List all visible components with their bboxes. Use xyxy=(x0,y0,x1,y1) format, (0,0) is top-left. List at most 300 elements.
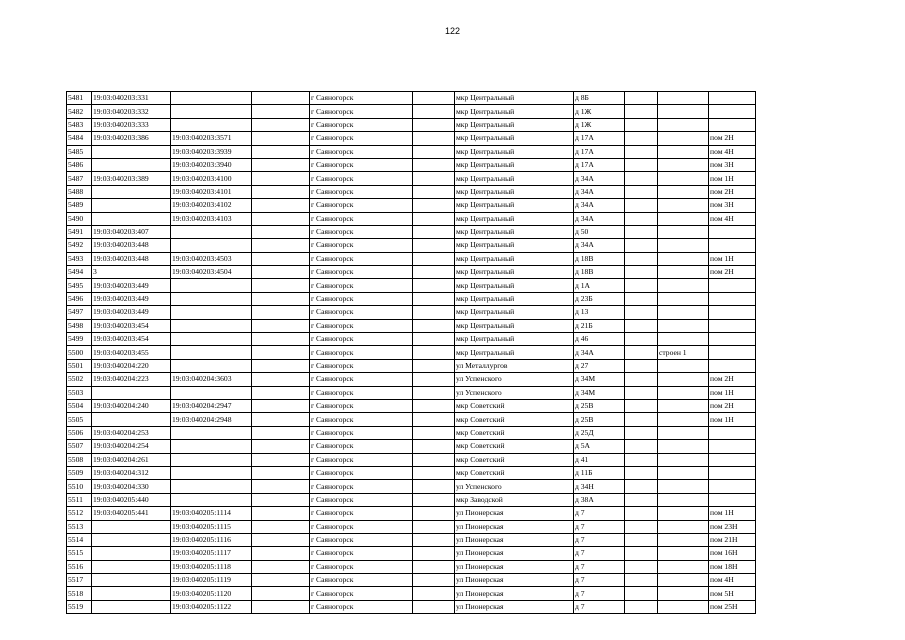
row-number-cell: 5506 xyxy=(67,426,92,439)
row-number-cell: 5486 xyxy=(67,158,92,171)
blank-cell xyxy=(625,386,658,399)
blank-cell xyxy=(625,507,658,520)
row-number-cell: 5503 xyxy=(67,386,92,399)
row-number-cell: 5490 xyxy=(67,212,92,225)
premises-cell xyxy=(709,279,756,292)
row-number-cell: 5502 xyxy=(67,373,92,386)
city-cell: г Саяногорск xyxy=(310,466,413,479)
row-number-cell: 5515 xyxy=(67,547,92,560)
city-cell: г Саяногорск xyxy=(310,239,413,252)
cadastral-number-cell xyxy=(92,158,171,171)
blank-cell xyxy=(252,132,310,145)
blank-cell xyxy=(413,547,455,560)
building-cell xyxy=(658,493,709,506)
cadastral-number-cell xyxy=(92,212,171,225)
building-cell xyxy=(658,466,709,479)
street-cell: мкр Заводской xyxy=(455,493,574,506)
blank-cell xyxy=(252,185,310,198)
premises-number-cell: 19:03:040203:3939 xyxy=(171,145,252,158)
street-cell: ул Пионерская xyxy=(455,547,574,560)
row-number-cell: 5505 xyxy=(67,413,92,426)
building-cell xyxy=(658,440,709,453)
city-cell: г Саяногорск xyxy=(310,252,413,265)
premises-number-cell xyxy=(171,440,252,453)
premises-cell xyxy=(709,346,756,359)
premises-cell xyxy=(709,359,756,372)
house-cell: д 5А xyxy=(574,440,625,453)
blank-cell xyxy=(413,440,455,453)
city-cell: г Саяногорск xyxy=(310,480,413,493)
cadastral-number-cell: 19:03:040203:448 xyxy=(92,239,171,252)
city-cell: г Саяногорск xyxy=(310,319,413,332)
blank-cell xyxy=(413,92,455,105)
blank-cell xyxy=(252,105,310,118)
street-cell: ул Пионерская xyxy=(455,507,574,520)
building-cell xyxy=(658,105,709,118)
blank-cell xyxy=(413,600,455,613)
blank-cell xyxy=(252,600,310,613)
house-cell: д 13 xyxy=(574,306,625,319)
premises-number-cell: 19:03:040203:4102 xyxy=(171,199,252,212)
blank-cell xyxy=(252,279,310,292)
blank-cell xyxy=(252,587,310,600)
blank-cell xyxy=(625,480,658,493)
blank-cell xyxy=(252,507,310,520)
street-cell: мкр Советский xyxy=(455,453,574,466)
cadastral-number-cell: 19:03:040204:261 xyxy=(92,453,171,466)
blank-cell xyxy=(252,118,310,131)
city-cell: г Саяногорск xyxy=(310,587,413,600)
premises-cell: пом 1Н xyxy=(709,507,756,520)
blank-cell xyxy=(252,453,310,466)
city-cell: г Саяногорск xyxy=(310,493,413,506)
premises-number-cell xyxy=(171,426,252,439)
premises-cell: пом 21Н xyxy=(709,533,756,546)
table-row xyxy=(67,507,756,520)
premises-cell: пом 2Н xyxy=(709,373,756,386)
street-cell: мкр Центральный xyxy=(455,158,574,171)
table-row xyxy=(67,453,756,466)
cadastral-number-cell: 19:03:040203:449 xyxy=(92,306,171,319)
house-cell: д 34М xyxy=(574,386,625,399)
blank-cell xyxy=(413,118,455,131)
house-cell: д 18В xyxy=(574,266,625,279)
city-cell: г Саяногорск xyxy=(310,212,413,225)
blank-cell xyxy=(252,319,310,332)
house-cell: д 25В xyxy=(574,399,625,412)
table-row xyxy=(67,105,756,118)
street-cell: мкр Центральный xyxy=(455,346,574,359)
premises-cell xyxy=(709,306,756,319)
row-number-cell: 5500 xyxy=(67,346,92,359)
cadastral-number-cell: 19:03:040205:440 xyxy=(92,493,171,506)
street-cell: ул Успенского xyxy=(455,480,574,493)
premises-number-cell: 19:03:040205:1116 xyxy=(171,533,252,546)
cadastral-number-cell xyxy=(92,185,171,198)
blank-cell xyxy=(252,333,310,346)
city-cell: г Саяногорск xyxy=(310,600,413,613)
blank-cell xyxy=(625,239,658,252)
premises-cell: пом 1Н xyxy=(709,386,756,399)
row-number-cell: 5512 xyxy=(67,507,92,520)
blank-cell xyxy=(625,266,658,279)
city-cell: г Саяногорск xyxy=(310,560,413,573)
blank-cell xyxy=(625,292,658,305)
table-row xyxy=(67,158,756,171)
row-number-cell: 5519 xyxy=(67,600,92,613)
premises-cell: пом 4Н xyxy=(709,145,756,158)
blank-cell xyxy=(625,252,658,265)
house-cell: д 25Д xyxy=(574,426,625,439)
cadastral-number-cell: 19:03:040203:407 xyxy=(92,225,171,238)
cadastral-number-cell: 19:03:040203:333 xyxy=(92,118,171,131)
table-row xyxy=(67,440,756,453)
city-cell: г Саяногорск xyxy=(310,386,413,399)
cadastral-number-cell: 19:03:040203:449 xyxy=(92,292,171,305)
premises-number-cell xyxy=(171,239,252,252)
city-cell: г Саяногорск xyxy=(310,118,413,131)
blank-cell xyxy=(625,105,658,118)
blank-cell xyxy=(625,145,658,158)
premises-number-cell xyxy=(171,466,252,479)
table-row xyxy=(67,199,756,212)
blank-cell xyxy=(625,533,658,546)
table-row xyxy=(67,306,756,319)
building-cell xyxy=(658,199,709,212)
blank-cell xyxy=(625,172,658,185)
city-cell: г Саяногорск xyxy=(310,158,413,171)
city-cell: г Саяногорск xyxy=(310,399,413,412)
street-cell: ул Металлургов xyxy=(455,359,574,372)
premises-number-cell xyxy=(171,292,252,305)
street-cell: мкр Центральный xyxy=(455,333,574,346)
premises-number-cell: 19:03:040205:1114 xyxy=(171,507,252,520)
blank-cell xyxy=(413,373,455,386)
premises-cell: пом 4Н xyxy=(709,574,756,587)
row-number-cell: 5518 xyxy=(67,587,92,600)
premises-number-cell: 19:03:040204:2947 xyxy=(171,399,252,412)
premises-number-cell: 19:03:040205:1117 xyxy=(171,547,252,560)
blank-cell xyxy=(252,199,310,212)
street-cell: мкр Центральный xyxy=(455,225,574,238)
table-row xyxy=(67,239,756,252)
cadastral-number-cell: 19:03:040203:389 xyxy=(92,172,171,185)
street-cell: мкр Советский xyxy=(455,399,574,412)
premises-number-cell: 19:03:040203:4503 xyxy=(171,252,252,265)
blank-cell xyxy=(413,199,455,212)
house-cell: д 7 xyxy=(574,600,625,613)
blank-cell xyxy=(625,92,658,105)
cadastral-number-cell: 3 xyxy=(92,266,171,279)
blank-cell xyxy=(252,239,310,252)
table-row xyxy=(67,373,756,386)
blank-cell xyxy=(413,239,455,252)
blank-cell xyxy=(252,440,310,453)
blank-cell xyxy=(252,373,310,386)
city-cell: г Саяногорск xyxy=(310,92,413,105)
premises-cell xyxy=(709,466,756,479)
row-number-cell: 5513 xyxy=(67,520,92,533)
city-cell: г Саяногорск xyxy=(310,346,413,359)
premises-number-cell xyxy=(171,319,252,332)
street-cell: мкр Центральный xyxy=(455,92,574,105)
premises-cell xyxy=(709,92,756,105)
row-number-cell: 5499 xyxy=(67,333,92,346)
blank-cell xyxy=(252,145,310,158)
street-cell: мкр Центральный xyxy=(455,199,574,212)
registry-table xyxy=(66,91,756,614)
city-cell: г Саяногорск xyxy=(310,359,413,372)
house-cell: д 27 xyxy=(574,359,625,372)
building-cell xyxy=(658,239,709,252)
blank-cell xyxy=(625,158,658,171)
cadastral-number-cell xyxy=(92,600,171,613)
blank-cell xyxy=(625,279,658,292)
row-number-cell: 5517 xyxy=(67,574,92,587)
city-cell: г Саяногорск xyxy=(310,306,413,319)
table-row xyxy=(67,118,756,131)
blank-cell xyxy=(413,399,455,412)
house-cell: д 41 xyxy=(574,453,625,466)
blank-cell xyxy=(413,386,455,399)
building-cell xyxy=(658,507,709,520)
premises-cell: пом 4Н xyxy=(709,212,756,225)
city-cell: г Саяногорск xyxy=(310,105,413,118)
house-cell: д 1Ж xyxy=(574,105,625,118)
premises-number-cell: 19:03:040203:4101 xyxy=(171,185,252,198)
premises-number-cell: 19:03:040203:3571 xyxy=(171,132,252,145)
city-cell: г Саяногорск xyxy=(310,145,413,158)
building-cell xyxy=(658,252,709,265)
cadastral-number-cell: 19:03:040203:386 xyxy=(92,132,171,145)
building-cell xyxy=(658,600,709,613)
cadastral-number-cell xyxy=(92,547,171,560)
blank-cell xyxy=(625,333,658,346)
premises-cell: пом 23Н xyxy=(709,520,756,533)
row-number-cell: 5509 xyxy=(67,466,92,479)
building-cell xyxy=(658,266,709,279)
city-cell: г Саяногорск xyxy=(310,225,413,238)
blank-cell xyxy=(625,560,658,573)
premises-number-cell xyxy=(171,279,252,292)
premises-cell xyxy=(709,239,756,252)
table-row xyxy=(67,466,756,479)
street-cell: мкр Центральный xyxy=(455,279,574,292)
premises-number-cell xyxy=(171,105,252,118)
blank-cell xyxy=(252,386,310,399)
house-cell: д 34А xyxy=(574,212,625,225)
premises-cell xyxy=(709,292,756,305)
street-cell: ул Пионерская xyxy=(455,520,574,533)
premises-cell xyxy=(709,105,756,118)
premises-number-cell xyxy=(171,359,252,372)
premises-number-cell xyxy=(171,306,252,319)
row-number-cell: 5516 xyxy=(67,560,92,573)
street-cell: мкр Центральный xyxy=(455,292,574,305)
premises-cell: пом 3Н xyxy=(709,199,756,212)
row-number-cell: 5488 xyxy=(67,185,92,198)
street-cell: мкр Центральный xyxy=(455,252,574,265)
table-row xyxy=(67,333,756,346)
row-number-cell: 5511 xyxy=(67,493,92,506)
street-cell: мкр Центральный xyxy=(455,212,574,225)
cadastral-number-cell: 19:03:040205:441 xyxy=(92,507,171,520)
building-cell xyxy=(658,225,709,238)
blank-cell xyxy=(413,520,455,533)
street-cell: ул Пионерская xyxy=(455,574,574,587)
house-cell: д 17А xyxy=(574,132,625,145)
blank-cell xyxy=(413,319,455,332)
table-row xyxy=(67,399,756,412)
blank-cell xyxy=(413,306,455,319)
building-cell xyxy=(658,574,709,587)
street-cell: мкр Центральный xyxy=(455,105,574,118)
street-cell: мкр Центральный xyxy=(455,239,574,252)
table-row xyxy=(67,359,756,372)
cadastral-number-cell xyxy=(92,386,171,399)
blank-cell xyxy=(252,480,310,493)
house-cell: д 1Ж xyxy=(574,118,625,131)
blank-cell xyxy=(413,466,455,479)
blank-cell xyxy=(625,118,658,131)
row-number-cell: 5495 xyxy=(67,279,92,292)
street-cell: мкр Центральный xyxy=(455,319,574,332)
premises-cell xyxy=(709,453,756,466)
street-cell: мкр Центральный xyxy=(455,172,574,185)
blank-cell xyxy=(413,266,455,279)
table-row xyxy=(67,92,756,105)
premises-number-cell: 19:03:040205:1120 xyxy=(171,587,252,600)
cadastral-number-cell xyxy=(92,199,171,212)
building-cell xyxy=(658,399,709,412)
row-number-cell: 5497 xyxy=(67,306,92,319)
cadastral-number-cell: 19:03:040203:455 xyxy=(92,346,171,359)
cadastral-number-cell: 19:03:040204:240 xyxy=(92,399,171,412)
table-row xyxy=(67,413,756,426)
premises-cell: пом 16Н xyxy=(709,547,756,560)
building-cell xyxy=(658,520,709,533)
blank-cell xyxy=(413,172,455,185)
street-cell: ул Успенского xyxy=(455,373,574,386)
city-cell: г Саяногорск xyxy=(310,292,413,305)
house-cell: д 18В xyxy=(574,252,625,265)
cadastral-number-cell xyxy=(92,560,171,573)
street-cell: мкр Центральный xyxy=(455,185,574,198)
house-cell: д 8Б xyxy=(574,92,625,105)
house-cell: д 17А xyxy=(574,158,625,171)
building-cell xyxy=(658,560,709,573)
building-cell xyxy=(658,279,709,292)
table-row xyxy=(67,574,756,587)
cadastral-number-cell xyxy=(92,145,171,158)
house-cell: д 34Н xyxy=(574,480,625,493)
cadastral-number-cell: 19:03:040203:332 xyxy=(92,105,171,118)
street-cell: мкр Советский xyxy=(455,426,574,439)
blank-cell xyxy=(413,359,455,372)
cadastral-number-cell xyxy=(92,574,171,587)
city-cell: г Саяногорск xyxy=(310,440,413,453)
cadastral-number-cell: 19:03:040204:312 xyxy=(92,466,171,479)
blank-cell xyxy=(625,185,658,198)
premises-number-cell: 19:03:040205:1119 xyxy=(171,574,252,587)
row-number-cell: 5494 xyxy=(67,266,92,279)
house-cell: д 34М xyxy=(574,373,625,386)
row-number-cell: 5487 xyxy=(67,172,92,185)
house-cell: д 23Б xyxy=(574,292,625,305)
cadastral-number-cell xyxy=(92,533,171,546)
cadastral-number-cell: 19:03:040204:253 xyxy=(92,426,171,439)
blank-cell xyxy=(413,279,455,292)
blank-cell xyxy=(252,493,310,506)
building-cell xyxy=(658,172,709,185)
blank-cell xyxy=(252,306,310,319)
blank-cell xyxy=(413,185,455,198)
blank-cell xyxy=(252,413,310,426)
table-row xyxy=(67,547,756,560)
street-cell: ул Пионерская xyxy=(455,600,574,613)
blank-cell xyxy=(252,158,310,171)
row-number-cell: 5501 xyxy=(67,359,92,372)
city-cell: г Саяногорск xyxy=(310,426,413,439)
table-body xyxy=(67,92,756,614)
blank-cell xyxy=(252,466,310,479)
building-cell: строен 1 xyxy=(658,346,709,359)
blank-cell xyxy=(252,172,310,185)
street-cell: ул Пионерская xyxy=(455,587,574,600)
building-cell xyxy=(658,386,709,399)
blank-cell xyxy=(413,158,455,171)
blank-cell xyxy=(625,520,658,533)
blank-cell xyxy=(413,493,455,506)
street-cell: ул Пионерская xyxy=(455,560,574,573)
building-cell xyxy=(658,118,709,131)
premises-number-cell: 19:03:040203:4103 xyxy=(171,212,252,225)
blank-cell xyxy=(625,440,658,453)
blank-cell xyxy=(252,252,310,265)
blank-cell xyxy=(625,212,658,225)
city-cell: г Саяногорск xyxy=(310,574,413,587)
city-cell: г Саяногорск xyxy=(310,185,413,198)
blank-cell xyxy=(252,533,310,546)
blank-cell xyxy=(252,547,310,560)
building-cell xyxy=(658,333,709,346)
street-cell: мкр Советский xyxy=(455,413,574,426)
premises-cell: пом 3Н xyxy=(709,158,756,171)
table-row xyxy=(67,520,756,533)
blank-cell xyxy=(413,132,455,145)
city-cell: г Саяногорск xyxy=(310,132,413,145)
building-cell xyxy=(658,533,709,546)
table-row xyxy=(67,132,756,145)
premises-number-cell xyxy=(171,225,252,238)
premises-cell: пом 2Н xyxy=(709,266,756,279)
building-cell xyxy=(658,547,709,560)
row-number-cell: 5492 xyxy=(67,239,92,252)
table-row xyxy=(67,266,756,279)
row-number-cell: 5504 xyxy=(67,399,92,412)
blank-cell xyxy=(413,533,455,546)
premises-number-cell xyxy=(171,118,252,131)
building-cell xyxy=(658,132,709,145)
blank-cell xyxy=(413,453,455,466)
blank-cell xyxy=(252,225,310,238)
blank-cell xyxy=(252,212,310,225)
blank-cell xyxy=(625,493,658,506)
blank-cell xyxy=(252,266,310,279)
blank-cell xyxy=(625,346,658,359)
house-cell: д 7 xyxy=(574,574,625,587)
premises-cell xyxy=(709,225,756,238)
